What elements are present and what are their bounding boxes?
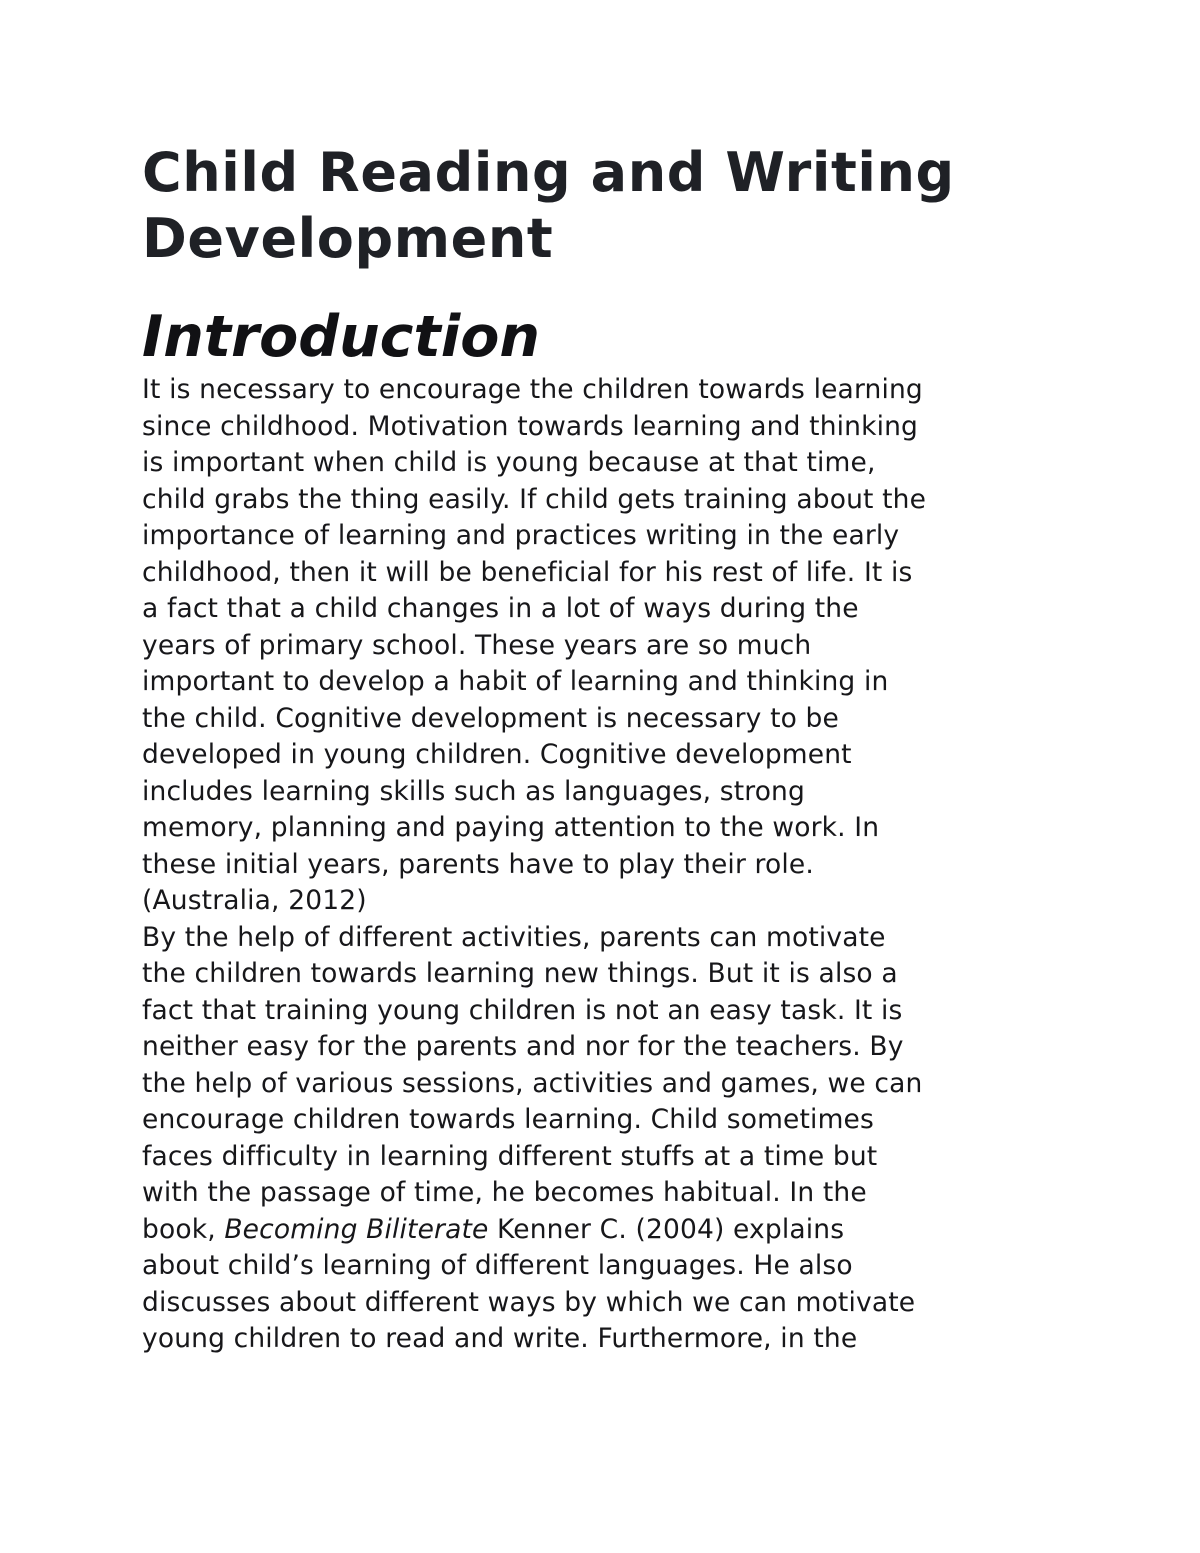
section-heading-introduction: Introduction bbox=[142, 304, 540, 370]
citation: (Australia, 2012) bbox=[142, 885, 367, 916]
text-fragment: Kenner C. (2004) explains bbox=[488, 1213, 845, 1245]
text-line: fact that training young children is not an easy task. It is bbox=[142, 994, 903, 1026]
text-line: By the help of different activities, parents can motivate bbox=[142, 921, 886, 953]
text-line: childhood, then it will be beneficial for his rest of life. It is bbox=[142, 556, 913, 588]
title-line: Development bbox=[142, 207, 554, 270]
text-line: neither easy for the parents and nor for the teachers. By bbox=[142, 1031, 904, 1062]
text-line: developed in young children. Cognitive development bbox=[142, 739, 852, 770]
paragraph-2 bbox=[142, 920, 1072, 1358]
text-line: since childhood. Motivation towards learning and thinking bbox=[142, 410, 919, 442]
text-line: the children towards learning new things. But it is also a bbox=[142, 958, 898, 989]
text-line: years of primary school. These years are so much bbox=[142, 629, 812, 661]
text-line bbox=[142, 1214, 844, 1245]
text-fragment: book, bbox=[142, 1213, 225, 1245]
text-line: faces difficulty in learning different stuffs at a time but bbox=[142, 1140, 878, 1172]
text-line: the child. Cognitive development is necessary to be bbox=[142, 702, 839, 734]
text-line: importance of learning and practices writing in the early bbox=[142, 520, 900, 551]
document-body bbox=[142, 140, 1072, 1358]
book-title: Becoming Biliterate bbox=[224, 1213, 489, 1245]
text-line: these initial years, parents have to play their role. bbox=[142, 848, 814, 880]
text-line: It is necessary to encourage the children towards learning bbox=[142, 374, 923, 405]
title-line: Child Reading and Writing bbox=[142, 141, 955, 204]
text-line: child grabs the thing easily. If child gets training about the bbox=[142, 483, 927, 515]
document-title bbox=[142, 140, 1072, 272]
text-line: about child’s learning of different languages. He also bbox=[142, 1250, 853, 1281]
text-line: the help of various sessions, activities and games, we can bbox=[142, 1067, 923, 1099]
text-line: memory, planning and paying attention to the work. In bbox=[142, 812, 880, 843]
text-line: a fact that a child changes in a lot of ways during the bbox=[142, 593, 859, 624]
text-line: includes learning skills such as languages, strong bbox=[142, 775, 805, 807]
text-line: discusses about different ways by which we can motivate bbox=[142, 1286, 916, 1318]
paragraph-1 bbox=[142, 372, 1072, 920]
text-line: is important when child is young because at that time, bbox=[142, 447, 876, 478]
text-line: young children to read and write. Furthermore, in the bbox=[142, 1323, 858, 1354]
text-line: encourage children towards learning. Child sometimes bbox=[142, 1104, 874, 1135]
text-line: with the passage of time, he becomes habitual. In the bbox=[142, 1177, 867, 1208]
text-line: important to develop a habit of learning and thinking in bbox=[142, 666, 889, 697]
